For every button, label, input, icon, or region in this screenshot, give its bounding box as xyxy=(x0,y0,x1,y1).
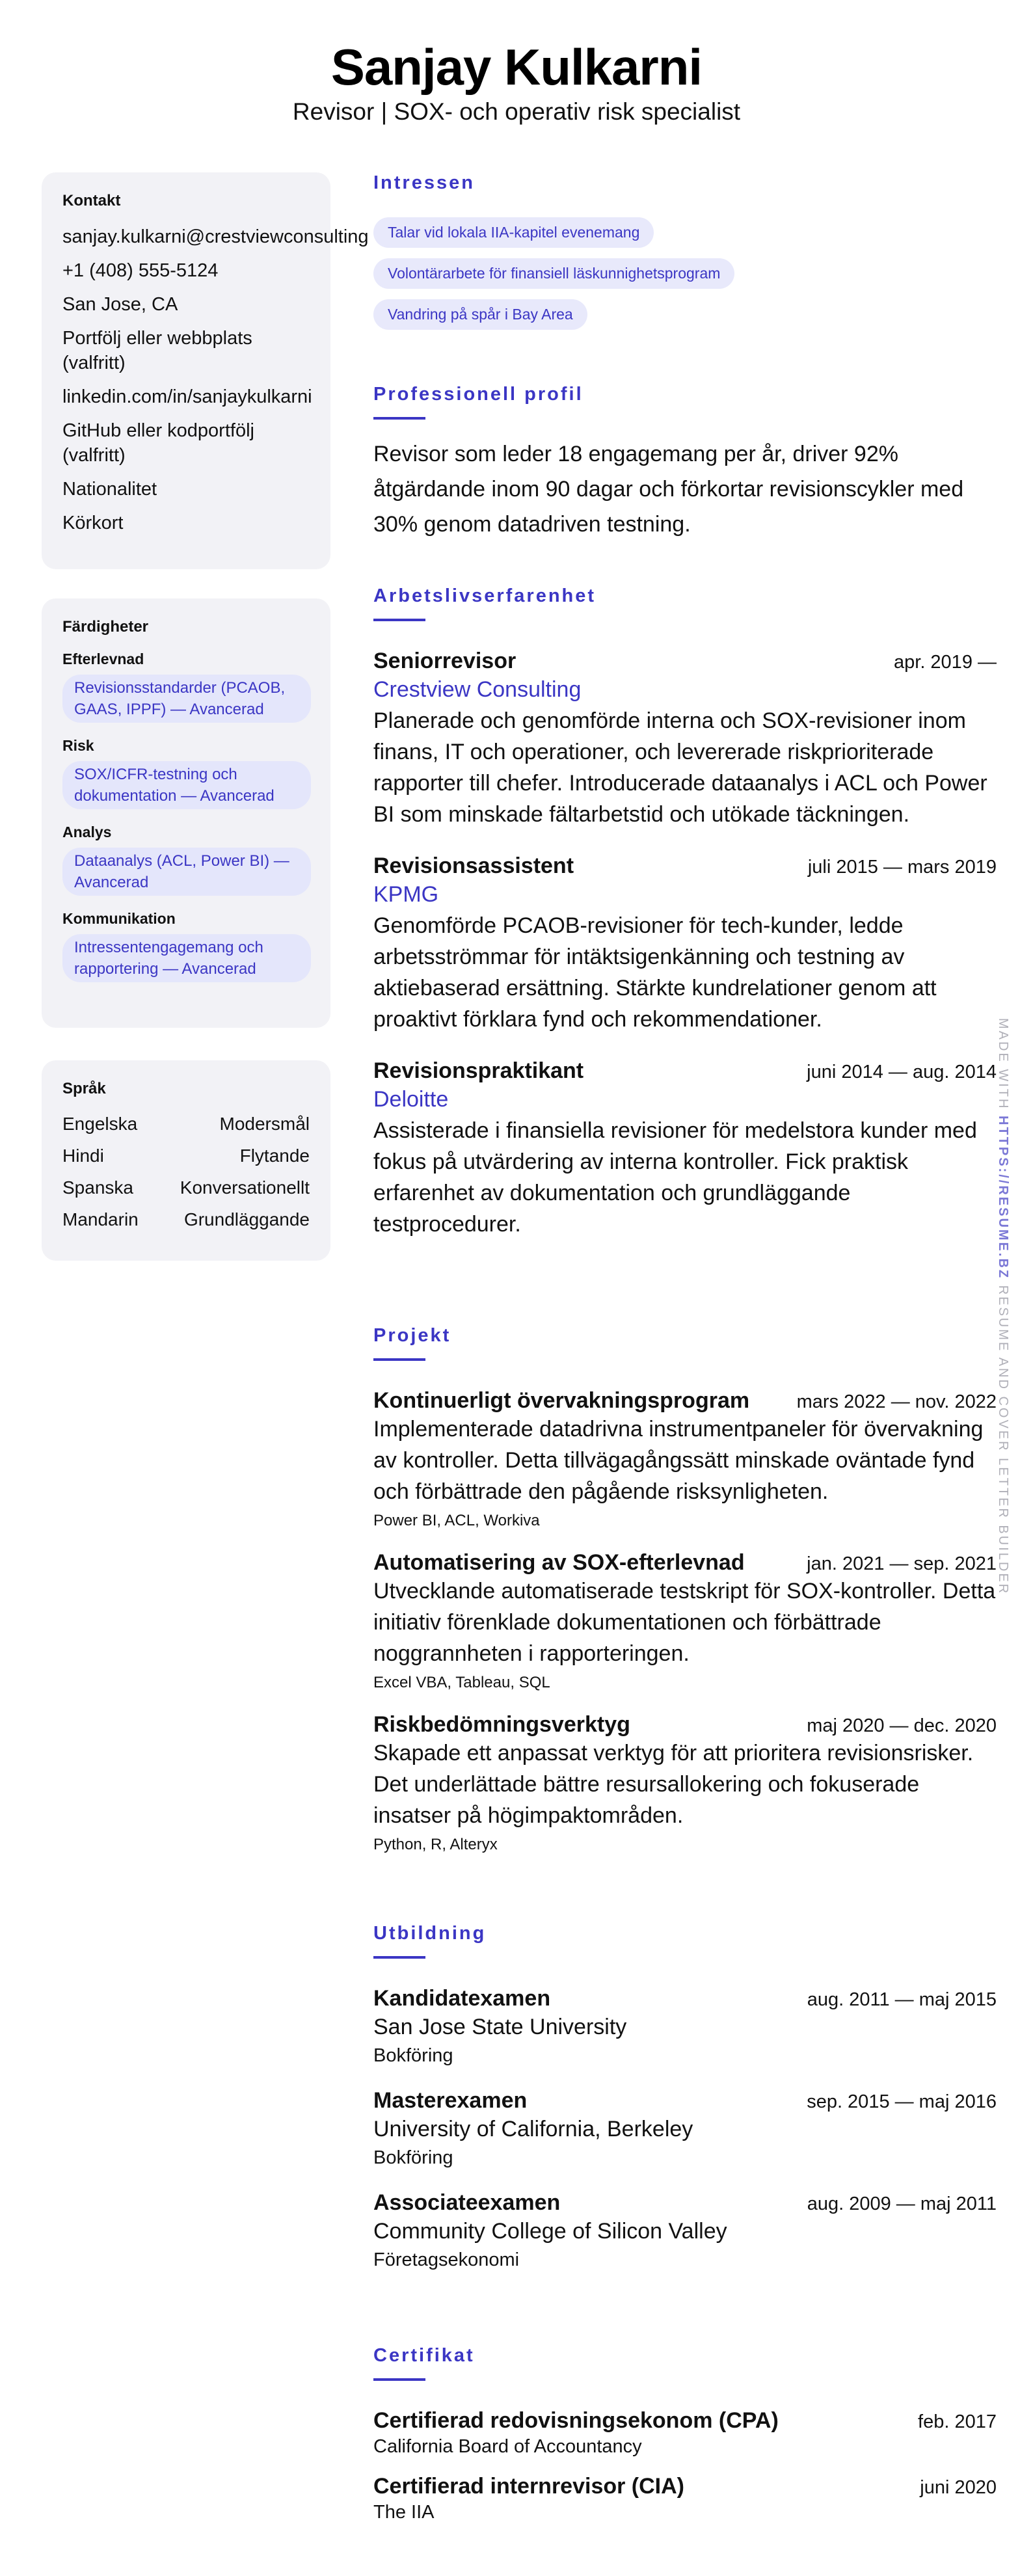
certificate-entry xyxy=(373,2474,997,2525)
language-name: Hindi xyxy=(62,1146,104,1166)
section-title: Utbildning xyxy=(373,1923,487,1944)
projects-section xyxy=(373,1325,997,1874)
section-underline xyxy=(373,1956,425,1959)
skill-group xyxy=(62,737,310,809)
skill-pill: Intressentengagemang och rapportering — Avancerad xyxy=(62,934,311,982)
resume-header xyxy=(0,38,1033,127)
section-underline xyxy=(373,619,425,621)
skill-pill: Dataanalys (ACL, Power BI) — Avancerad xyxy=(62,848,311,896)
skill-label: Efterlevnad xyxy=(62,651,144,667)
contact-license: Körkort xyxy=(62,513,124,533)
school-name: University of California, Berkeley xyxy=(373,2117,693,2141)
language-row xyxy=(62,1208,310,1231)
degree-field: Företagsekonomi xyxy=(373,2249,520,2270)
school-name: Community College of Silicon Valley xyxy=(373,2219,727,2244)
education-section xyxy=(373,1923,997,2292)
languages-heading: Språk xyxy=(62,1080,106,1097)
certificate-entry xyxy=(373,2408,997,2460)
project-entry xyxy=(373,1712,997,1856)
job-description: Planerade och genomförde interna och SOX-revisioner inom finans, IT och operationer, och levererade riskprioriterade rapporter till chefer. Introducerade dataanalys i ACL och Power BI som minskade fältarbetstid och utökade täckningen. xyxy=(373,708,987,827)
experience-entry xyxy=(373,649,997,830)
candidate-title: Revisor | SOX- och operativ risk specialist xyxy=(292,98,741,125)
job-company: Crestview Consulting xyxy=(373,677,582,702)
job-date: apr. 2019 — xyxy=(894,652,997,673)
certificate-issuer: The IIA xyxy=(373,2502,435,2523)
skill-group xyxy=(62,651,310,723)
language-level: Modersmål xyxy=(219,1114,310,1134)
skill-pill: SOX/ICFR-testning och dokumentation — Avancerad xyxy=(62,761,311,809)
project-title: Automatisering av SOX-efterlevnad xyxy=(373,1550,745,1575)
job-title: Seniorrevisor xyxy=(373,649,516,673)
education-entry xyxy=(373,1986,997,2069)
certificates-section xyxy=(373,2345,997,2525)
project-entry xyxy=(373,1550,997,1694)
experience-entry xyxy=(373,853,997,1035)
language-level: Grundläggande xyxy=(183,1209,310,1229)
job-company: Deloitte xyxy=(373,1087,449,1112)
certificate-issuer: California Board of Accountancy xyxy=(373,2436,642,2457)
contact-heading: Kontakt xyxy=(62,192,121,209)
experience-section xyxy=(373,585,997,1263)
degree-date: aug. 2011 — maj 2015 xyxy=(807,1989,997,2010)
school-name: San Jose State University xyxy=(373,2015,627,2039)
language-name: Mandarin xyxy=(62,1209,139,1229)
job-title: Revisionspraktikant xyxy=(373,1058,584,1083)
project-date: jan. 2021 — sep. 2021 xyxy=(807,1553,997,1574)
contact-email[interactable]: sanjay.kulkarni@crestviewconsulting xyxy=(62,226,369,247)
language-row xyxy=(62,1176,310,1200)
language-row xyxy=(62,1144,310,1168)
interests-section xyxy=(373,172,997,340)
interest-pill: Vandring på spår i Bay Area xyxy=(373,299,587,330)
watermark xyxy=(995,1018,1010,1595)
degree-date: aug. 2009 — maj 2011 xyxy=(807,2194,997,2214)
experience-entry xyxy=(373,1058,997,1240)
certificate-name: Certifierad internrevisor (CIA) xyxy=(373,2474,684,2499)
interest-pill: Talar vid lokala IIA-kapitel evenemang xyxy=(373,217,654,248)
language-name: Engelska xyxy=(62,1114,138,1134)
project-tags: Python, R, Alteryx xyxy=(373,1836,498,1853)
project-title: Riskbedömningsverktyg xyxy=(373,1712,630,1737)
section-title: Arbetslivserfarenhet xyxy=(373,585,597,606)
interest-list xyxy=(373,217,997,340)
section-underline xyxy=(373,1358,425,1361)
contact-phone[interactable]: +1 (408) 555-5124 xyxy=(62,260,219,281)
degree-field: Bokföring xyxy=(373,2045,453,2066)
language-level: Flytande xyxy=(239,1146,310,1166)
degree-title: Kandidatexamen xyxy=(373,1986,551,2011)
job-description: Assisterade i finansiella revisioner för medelstora kunder med fokus på utvärdering av interna kontroller. Fick praktisk erfarenhet av dokumentation och grundläggande testprocedurer. xyxy=(373,1118,977,1237)
section-title: Certifikat xyxy=(373,2345,475,2366)
project-date: mars 2022 — nov. 2022 xyxy=(796,1391,997,1412)
project-description: Skapade ett anpassat verktyg för att prioritera revisionsrisker. Det underlättade bättre resursallokering och fokuserade insatser på högimpaktområden. xyxy=(373,1741,974,1828)
degree-date: sep. 2015 — maj 2016 xyxy=(807,2091,997,2112)
job-description: Genomförde PCAOB-revisioner för tech-kunder, ledde arbetsströmmar för intäktsigenkänning och testning av aktiebaserad ersättning. Stärkte kundrelationer genom att proaktivt förklara fynd och rekommendationer. xyxy=(373,913,937,1032)
project-date: maj 2020 — dec. 2020 xyxy=(807,1715,997,1736)
language-level: Konversationellt xyxy=(180,1177,310,1198)
project-tags: Power BI, ACL, Workiva xyxy=(373,1512,540,1529)
project-tags: Excel VBA, Tableau, SQL xyxy=(373,1674,550,1691)
skill-label: Risk xyxy=(62,737,94,754)
interest-pill: Volontärarbete för finansiell läskunnighetsprogram xyxy=(373,258,734,289)
degree-field: Bokföring xyxy=(373,2147,453,2168)
certificate-date: juni 2020 xyxy=(920,2477,997,2498)
project-title: Kontinuerligt övervakningsprogram xyxy=(373,1388,750,1413)
job-date: juli 2015 — mars 2019 xyxy=(807,857,997,878)
project-entry xyxy=(373,1388,997,1532)
certificate-date: feb. 2017 xyxy=(918,2411,997,2432)
contact-linkedin[interactable]: linkedin.com/in/sanjaykulkarni xyxy=(62,386,312,407)
watermark-prefix: MADE WITH xyxy=(996,1018,1010,1110)
watermark-suffix: RESUME AND COVER LETTER BUILDER xyxy=(996,1285,1010,1596)
section-title: Projekt xyxy=(373,1325,451,1346)
contact-nationality: Nationalitet xyxy=(62,479,157,500)
education-entry xyxy=(373,2088,997,2171)
contact-location: San Jose, CA xyxy=(62,294,178,315)
language-name: Spanska xyxy=(62,1177,133,1198)
education-entry xyxy=(373,2190,997,2273)
languages-card xyxy=(42,1060,330,1261)
section-title: Professionell profil xyxy=(373,384,584,405)
skill-group xyxy=(62,824,310,896)
section-underline xyxy=(373,417,425,420)
contact-card xyxy=(42,172,369,569)
job-company: KPMG xyxy=(373,882,439,907)
section-underline xyxy=(373,2378,425,2381)
degree-title: Masterexamen xyxy=(373,2088,528,2113)
skills-card xyxy=(42,598,330,1028)
section-title: Intressen xyxy=(373,172,475,193)
project-description: Utvecklande automatiserade testskript för SOX-kontroller. Detta initiativ förenklade dokumentationen och förbättrade noggrannheten i rapporteringen. xyxy=(373,1579,996,1666)
job-title: Revisionsassistent xyxy=(373,853,574,878)
profile-text: Revisor som leder 18 engagemang per år, driver 92% åtgärdande inom 90 dagar och förkortar revisionscykler med 30% genom datadriven testning. xyxy=(373,442,964,537)
job-date: juni 2014 — aug. 2014 xyxy=(807,1062,997,1082)
degree-title: Associateexamen xyxy=(373,2190,561,2215)
skill-pill: Revisionsstandarder (PCAOB, GAAS, IPPF) — Avancerad xyxy=(62,675,311,723)
certificate-name: Certifierad redovisningsekonom (CPA) xyxy=(373,2408,779,2433)
skill-label: Analys xyxy=(62,824,112,840)
contact-github[interactable]: GitHub eller kodportfölj (valfritt) xyxy=(62,420,254,466)
project-description: Implementerade datadrivna instrumentpaneler för övervakning av kontroller. Detta tillvägagångssätt minskade oväntade fynd och förbättrade den pågående risksynligheten. xyxy=(373,1417,984,1504)
candidate-name: Sanjay Kulkarni xyxy=(330,38,703,96)
language-row xyxy=(62,1112,310,1136)
skills-heading: Färdigheter xyxy=(62,618,149,636)
skill-label: Kommunikation xyxy=(62,910,176,927)
profile-section xyxy=(373,384,997,542)
contact-portfolio[interactable]: Portfölj eller webbplats (valfritt) xyxy=(62,328,252,373)
watermark-link[interactable]: HTTPS://RESUME.BZ xyxy=(996,1116,1010,1280)
skill-group xyxy=(62,910,310,982)
